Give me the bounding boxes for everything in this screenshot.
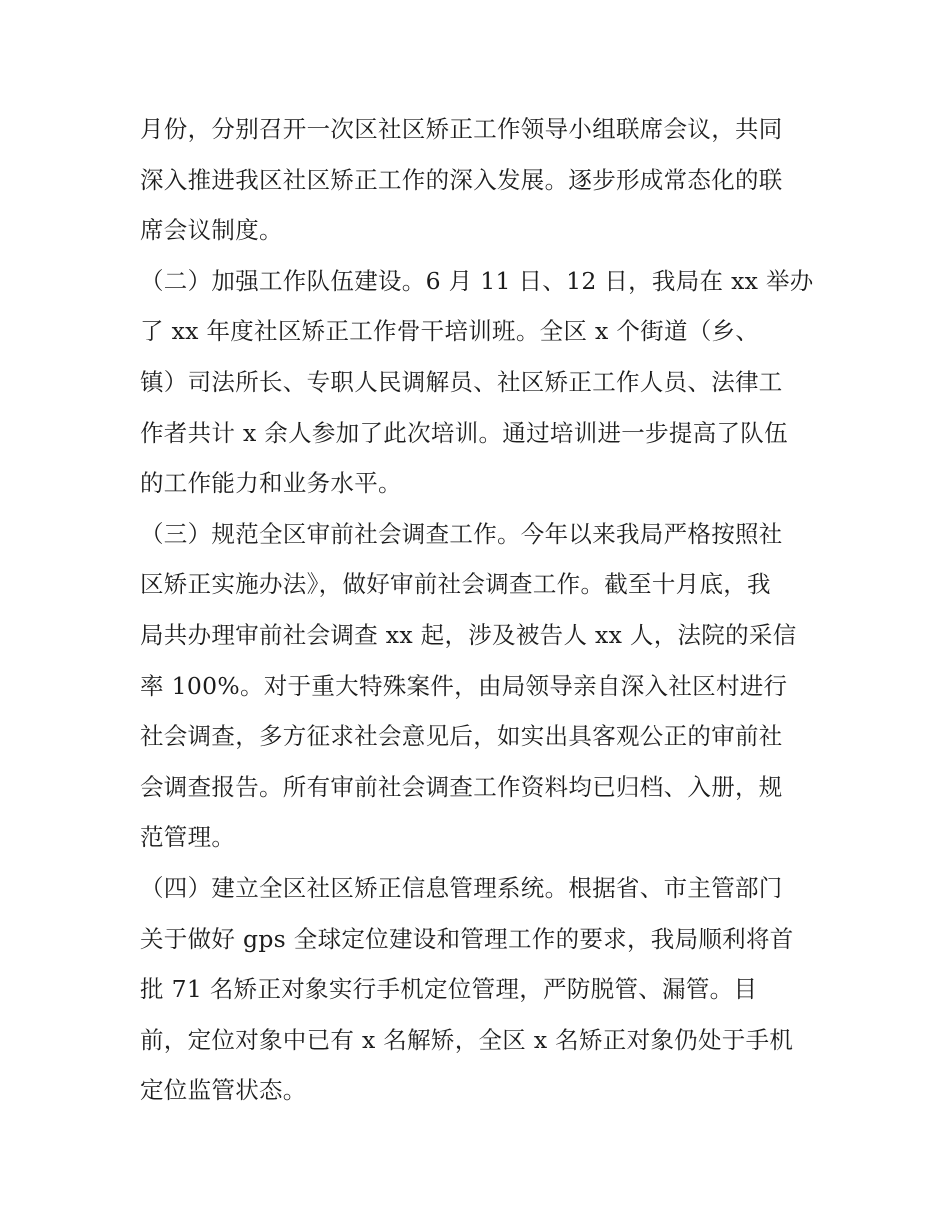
text-line: 会调查报告。所有审前社会调查工作资料均已归档、入册，规: [140, 772, 783, 801]
text-line: 定位监管状态。: [140, 1076, 307, 1105]
text-line: 镇）司法所长、专职人民调解员、社区矫正工作人员、法律工: [140, 367, 783, 396]
text-line: 月份，分别召开一次区社区矫正工作领导小组联席会议，共同: [140, 115, 783, 143]
text-line: 深入推进我区社区矫正工作的深入发展。逐步形成常态化的联: [140, 165, 783, 194]
text-line: 批 71 名矫正对象实行手机定位管理，严防脱管、漏管。目: [140, 975, 758, 1004]
text-line: 的工作能力和业务水平。: [140, 469, 402, 498]
document-body: [140, 104, 820, 1116]
text-line: （二）加强工作队伍建设。6 月 11 日、12 日，我局在 xx 举办: [140, 266, 814, 295]
text-line: 社会调查，多方征求社会意见后，如实出具客观公正的审前社: [140, 722, 783, 751]
text-line: 区矫正实施办法》，做好审前社会调查工作。截至十月底，我: [140, 570, 771, 599]
text-line: 局共办理审前社会调查 xx 起，涉及被告人 xx 人，法院的采信: [140, 620, 797, 649]
text-line: 范管理。: [140, 823, 236, 852]
text-line: 作者共计 x 余人参加了此次培训。通过培训进一步提高了队伍: [140, 418, 788, 447]
text-line: 率 100%。对于重大特殊案件，由局领导亲自深入社区村进行: [140, 671, 788, 700]
text-line: （三）规范全区审前社会调查工作。今年以来我局严格按照社: [140, 519, 783, 548]
text-line: （四）建立全区社区矫正信息管理系统。根据省、市主管部门: [140, 873, 783, 902]
text-line: 席会议制度。: [140, 216, 283, 245]
text-line: 前，定位对象中已有 x 名解矫，全区 x 名矫正对象仍处于手机: [140, 1025, 794, 1054]
text-line: 关于做好 gps 全球定位建设和管理工作的要求，我局顺利将首: [140, 924, 794, 953]
text-line: 了 xx 年度社区矫正工作骨干培训班。全区 x 个街道（乡、: [140, 317, 760, 346]
